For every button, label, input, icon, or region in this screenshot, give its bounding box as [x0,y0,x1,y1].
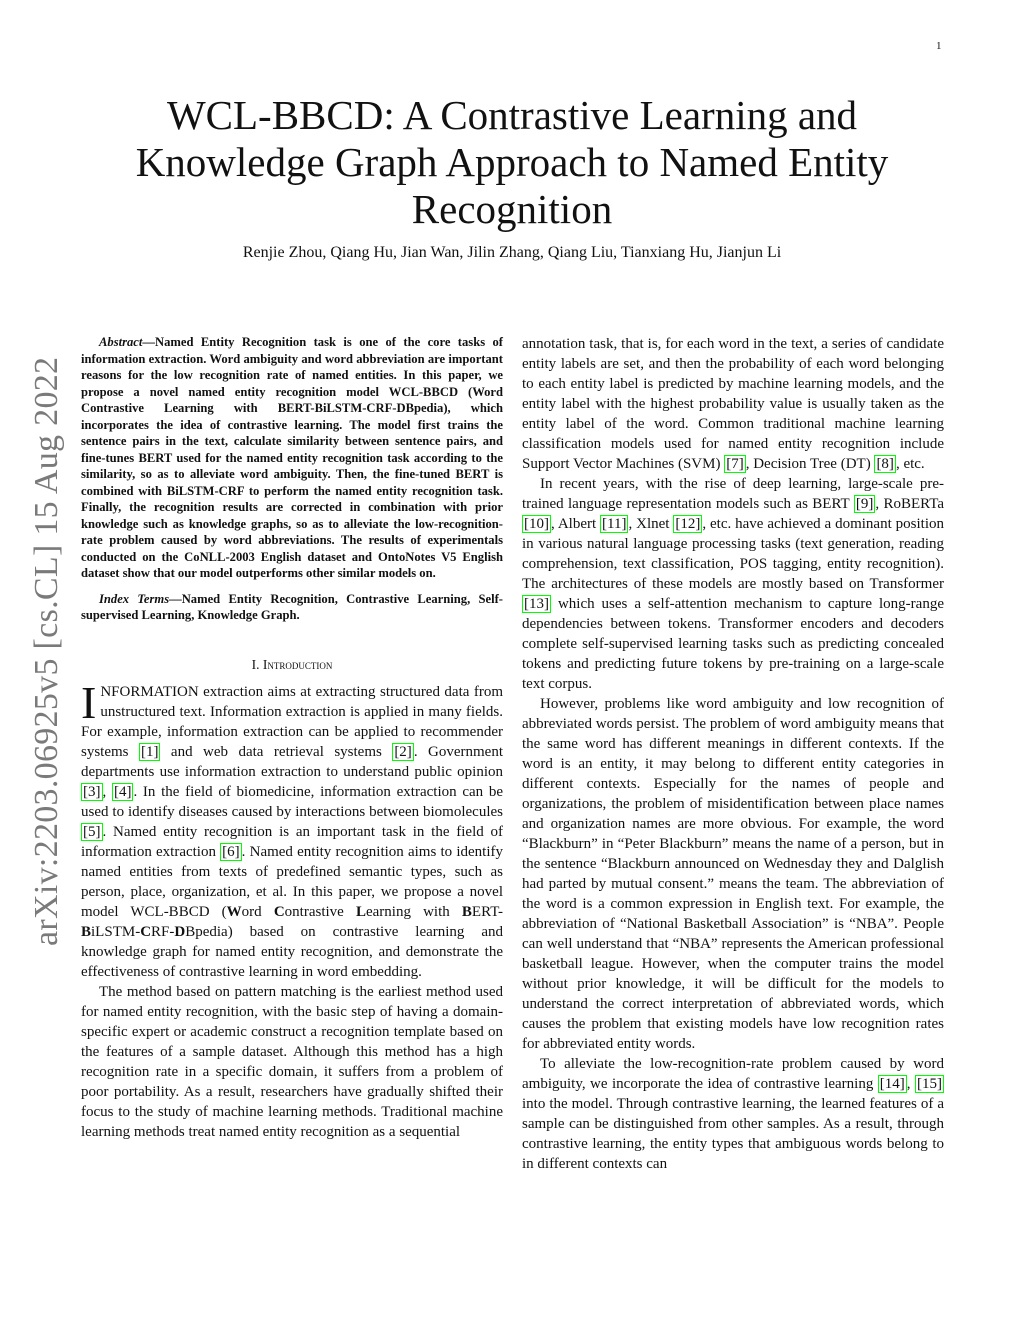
citation-link[interactable]: [5] [83,823,101,840]
text-run: , etc. have achieved a dominant position in various natural language processing tasks (text generation, reading comprehension, text classification, POS tagging, entity recognition). The architectures of these models are mostly based on Transformer [522,516,944,592]
text-run: . Named entity recognition is an important task in the field of information extraction [81,823,503,860]
text-run: . In the field of biomedicine, information extraction can be used to identify diseases caused by interactions between biomolecules [81,783,503,820]
paper-title: WCL-BBCD: A Contrastive Learning and Knowledge Graph Approach to Named Entity Recognition [135,92,889,232]
text-run: , Decision Tree (DT) [745,456,875,472]
text-run: NFORMATION extraction aims at extracting structured data from unstructured text. Information extraction is applied in many fields. For example, information extraction can be applied to recommender systems [81,683,503,760]
text-run: , RoBERTa [875,496,944,512]
citation-link[interactable]: [2] [394,743,412,760]
intro-paragraph-2: The method based on pattern matching is the earliest method used for named entity recognition, with the basic step of having a domain-specific expert or academic construct a recognition template based on the features of a sample dataset. Although this method has a high recognition rate in a specific domain, it suffers from a problem of poor portability. As a result, researchers have gradually shifted their focus to the study of machine learning methods. Traditional machine learning methods treat named entity recognition as a sequential [81,983,503,1140]
citation-link[interactable]: [9] [855,496,874,512]
citation-link[interactable]: [12] [675,516,701,532]
acronym-letter: B [461,903,472,920]
section-number: I. [251,656,260,672]
citation-link[interactable]: [3] [83,783,101,800]
section-heading-introduction [81,657,503,673]
text-run: ERT- [471,903,503,920]
text-run: Bpedia) based on contrastive learning and knowledge graph for named entity recognition, and demonstrate the effectiveness of contrastive learning in word embedding. [81,923,503,980]
text-run: , [102,783,112,800]
acronym-letter: D [174,923,186,940]
text-run: into the model. Through contrastive learning, the learned features of a sample can be distinguished from other samples. As a result, through contrastive learning, the entity types that ambiguous words belong to in different contexts can [522,1096,944,1172]
citation-link[interactable]: [1] [140,743,159,760]
acronym-letter: L [355,903,366,920]
citation-link[interactable]: [7] [726,456,744,472]
left-column [81,334,503,1142]
text-run: , [906,1076,916,1092]
acronym-letter: C [273,903,285,920]
text-run: RF- [151,923,175,940]
right-paragraph-4 [522,1054,944,1174]
text-run: , Xlnet [628,516,674,532]
acronym-letter: C [140,923,152,940]
citation-link[interactable]: [4] [113,783,132,800]
section-title: Introduction [262,656,333,672]
drop-cap: I [81,676,97,728]
intro-paragraph-1 [81,676,503,982]
right-column [522,334,944,1174]
text-run: , etc. [895,456,925,472]
text-run: , Albert [551,516,601,532]
acronym-letter: B [81,923,92,940]
text-run: which uses a self-attention mechanism to capture long-range dependencies between tokens. Transformer encoders and decoders complete self-supervised learning tasks such as predicting concealed tokens and predicting future tokens by pre-training on a large-scale text corpus. [522,596,944,692]
citation-link[interactable]: [6] [222,843,240,860]
index-terms-label: Index Terms [99,591,170,606]
text-run: annotation task, that is, for each word in the text, a series of candidate entity labels are set, and then the probability of each word belonging to each entity label is predicted by machine learning models, and the entity label with the highest probability value is usually taken as the entity label of the word. Common traditional machine learning classification models used for named entity recognition include Support Vector Machines (SVM) [522,336,944,472]
citation-link[interactable]: [14] [879,1076,905,1092]
arxiv-watermark: arXiv:2203.06925v5 [cs.CL] 15 Aug 2022 [28,356,65,946]
citation-link[interactable]: [13] [524,596,549,612]
right-paragraph-3: However, problems like word ambiguity and low recognition of abbreviated words persist. The problem of word ambiguity means that the same word has different meanings in different contexts. If the word is an entity, it may belong to different entity categories in different contexts. Especially for the names of people and organizations, the problem of misidentification between place names and organization names are more obvious. For example, the word “Blackburn” in “Peter Blackburn” means the name of a person, but in the sentence “Blackburn announced on Wednesday they and Dalglish had parted by mutual consent.” means the team. The abbreviation of the word is a common expression in English text. For example, the abbreviation of “National Basketball Association” is “NBA”. People can well understand that “NBA” represents the American professional basketball league. However, when the computer trains the model without prior knowledge, it will be difficult for the models to understand the correct interpretation of abbreviated words, which causes the problem that existing models have low recognition rates for abbreviated entity words. [522,696,944,1052]
text-run: To alleviate the low-recognition-rate problem caused by word ambiguity, we incorporate the idea of contrastive learning [522,1056,944,1092]
right-paragraph-1 [522,334,944,474]
right-paragraph-2 [522,474,944,694]
text-run: ord [241,903,274,920]
abstract-text: —Named Entity Recognition task is one of the core tasks of information extraction. Word ambiguity and word abbreviation are important reasons for the low recognition rate of named entities. In this paper, we propose a novel named entity recognition model WCL-BBCD (Word Contrastive Learning with BERT-BiLSTM-CRF-DBpedia), which incorporates the idea of contrastive learning. The model first trains the sentence pairs in the text, calculate similarity between sentence pairs, and fine-tunes BERT used for the named entity recognition task according to the similarity, so as to alleviate word ambiguity. Then, the fine-tuned BERT is combined with BiLSTM-CRF to perform the named entity recognition task. Finally, the recognition results are corrected in combination with prior knowledge such as knowledge graphs, so as to alleviate the low-recognition-rate problem caused by word abbreviations. The results of experimentals conducted on the CoNLL-2003 English dataset and OntoNotes V5 English dataset show that our model outperforms other similar models on. [81,335,503,580]
citation-link[interactable]: [11] [602,516,627,532]
text-run: In recent years, with the rise of deep learning, large-scale pre-trained language representation models such as BERT [522,476,944,512]
text-run: . Named entity recognition aims to identify named entities from texts of predefined semantic types, such as person, place, organization, et al. In this paper, we propose a novel model WCL-BBCD ( [81,843,503,920]
acronym-letter: W [226,903,242,920]
citation-link[interactable]: [15] [917,1076,943,1092]
index-terms [81,591,503,624]
text-run: and web data retrieval systems [160,743,393,760]
index-terms-text: —Named Entity Recognition, Contrastive Learning, Self-supervised Learning, Knowledge Graph. [81,591,503,622]
text-run: . Government departments use information extraction to understand public opinion [81,743,503,780]
page-number: 1 [936,40,942,52]
text-run: ontrastive [284,903,356,920]
abstract [81,334,503,582]
abstract-label: Abstract [99,335,143,349]
text-run: iLSTM- [91,923,141,940]
citation-link[interactable]: [10] [524,516,549,532]
citation-link[interactable]: [8] [876,456,894,472]
author-list: Renjie Zhou, Qiang Hu, Jian Wan, Jilin Zhang, Qiang Liu, Tianxiang Hu, Jianjun Li [242,244,782,261]
text-run: earning with [365,903,462,920]
